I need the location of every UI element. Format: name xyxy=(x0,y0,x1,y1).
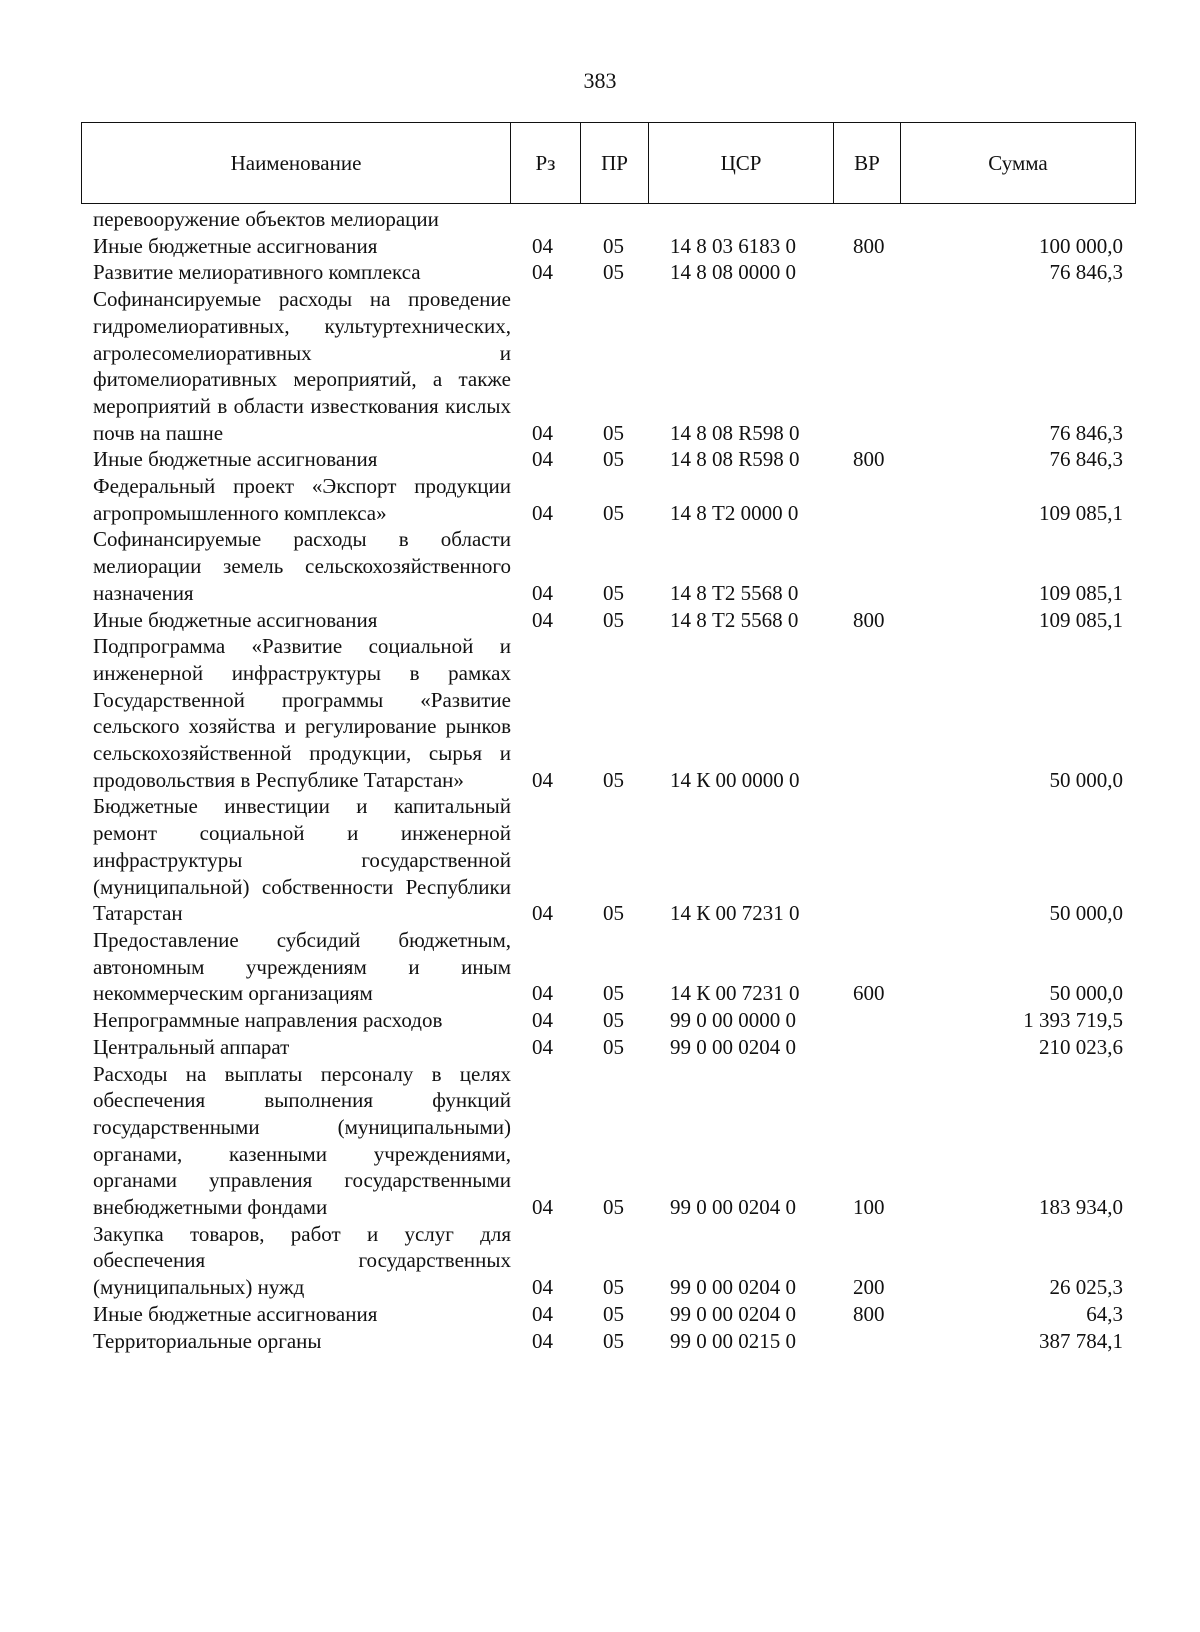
cell-name xyxy=(81,607,510,634)
cell-sum: 109 085,1 xyxy=(1039,500,1123,525)
cell-name xyxy=(81,1301,510,1328)
table-row xyxy=(81,1007,1135,1034)
table-row xyxy=(81,1328,1135,1355)
cell-name xyxy=(81,1221,510,1301)
table-row xyxy=(81,793,1135,927)
cell-rz: 04 xyxy=(532,580,553,605)
row-name-text: Софинансируемые расходы в области мелиорации земель сельскохозяйственного назначения xyxy=(93,527,511,605)
cell-name xyxy=(81,1328,510,1355)
cell-csr: 14 К 00 7231 0 xyxy=(670,901,800,926)
table-row xyxy=(81,233,1135,260)
table-header xyxy=(81,122,1136,204)
table-row xyxy=(81,259,1135,286)
cell-csr: 14 8 08 0000 0 xyxy=(670,260,796,285)
cell-rz: 04 xyxy=(532,1301,553,1326)
table-row xyxy=(81,607,1135,634)
cell-vr xyxy=(833,1034,900,1061)
cell-vr: 800 xyxy=(853,1301,885,1326)
row-name-text: перевооружение объектов мелиорации xyxy=(93,207,439,231)
cell-pr: 05 xyxy=(603,580,624,605)
cell-rz: 04 xyxy=(532,901,553,926)
row-name-text: Развитие мелиоративного комплекса xyxy=(93,260,421,285)
cell-sum: 1 393 719,5 xyxy=(1023,1008,1123,1033)
cell-pr: 05 xyxy=(603,1195,624,1220)
row-name-text: Расходы на выплаты персоналу в целях обеспечения выполнения функций государственными (муниципальными) органами, казенными учреждениями, органами управления государственными внебюджетными фондами xyxy=(93,1061,511,1220)
cell-pr: 05 xyxy=(603,1008,624,1033)
cell-vr: 800 xyxy=(853,607,885,632)
cell-rz: 04 xyxy=(532,1008,553,1033)
cell-csr: 99 0 00 0000 0 xyxy=(670,1008,796,1033)
row-name-text: Иные бюджетные ассигнования xyxy=(93,1301,378,1326)
cell-sum: 64,3 xyxy=(1086,1301,1123,1326)
cell-vr xyxy=(833,526,900,606)
cell-name xyxy=(81,793,510,927)
column-header-sum: Сумма xyxy=(901,123,1136,204)
page-number: 383 xyxy=(583,68,617,93)
cell-rz: 04 xyxy=(532,767,553,792)
cell-pr: 05 xyxy=(603,500,624,525)
table-row xyxy=(81,927,1135,1007)
cell-sum: 210 023,6 xyxy=(1039,1034,1123,1059)
cell-name xyxy=(81,1007,510,1034)
table-row xyxy=(81,1301,1135,1328)
cell-csr: 14 8 08 R598 0 xyxy=(670,447,800,472)
row-name-text: Центральный аппарат xyxy=(93,1034,290,1059)
cell-rz: 04 xyxy=(532,447,553,472)
cell-pr: 05 xyxy=(603,1034,624,1059)
row-name-text: Предоставление субсидий бюджетным, автономным учреждениям и иным некоммерческим организациям xyxy=(93,927,511,1006)
cell-name xyxy=(81,927,510,1007)
cell-csr: 14 К 00 0000 0 xyxy=(670,767,800,792)
cell-rz: 04 xyxy=(532,1328,553,1353)
cell-name xyxy=(81,259,510,286)
column-header-vr: ВР xyxy=(834,123,901,204)
cell-vr: 800 xyxy=(853,233,885,258)
cell-name xyxy=(81,526,510,606)
cell-sum: 50 000,0 xyxy=(1049,767,1123,792)
table-row xyxy=(81,473,1135,526)
cell-sum: 387 784,1 xyxy=(1039,1328,1123,1353)
cell-name xyxy=(81,633,510,793)
cell-sum: 76 846,3 xyxy=(1049,420,1123,445)
cell-csr: 14 8 Т2 5568 0 xyxy=(670,580,799,605)
cell-csr: 14 8 Т2 0000 0 xyxy=(670,500,799,525)
column-header-pr: ПР xyxy=(581,123,649,204)
row-name-text: Федеральный проект «Экспорт продукции агропромышленного комплекса» xyxy=(93,474,511,525)
cell-vr xyxy=(833,1007,900,1034)
cell-csr: 99 0 00 0204 0 xyxy=(670,1195,796,1220)
cell-csr: 14 8 03 6183 0 xyxy=(670,233,796,258)
budget-table xyxy=(81,206,1135,1354)
table-row xyxy=(81,1034,1135,1061)
cell-csr: 99 0 00 0215 0 xyxy=(670,1328,796,1353)
table-row xyxy=(81,446,1135,473)
cell-vr: 800 xyxy=(853,447,885,472)
cell-sum: 26 025,3 xyxy=(1049,1275,1123,1300)
cell-rz xyxy=(510,206,580,233)
row-name-text: Иные бюджетные ассигнования xyxy=(93,607,378,632)
cell-sum: 100 000,0 xyxy=(1039,233,1123,258)
cell-csr: 99 0 00 0204 0 xyxy=(670,1275,796,1300)
table-body xyxy=(81,206,1135,1354)
cell-name xyxy=(81,473,510,526)
cell-csr: 14 8 08 R598 0 xyxy=(670,420,800,445)
cell-name xyxy=(81,1061,510,1221)
cell-pr: 05 xyxy=(603,607,624,632)
cell-rz: 04 xyxy=(532,260,553,285)
cell-pr: 05 xyxy=(603,1328,624,1353)
cell-pr: 05 xyxy=(603,981,624,1006)
column-header-name: Наименование xyxy=(82,123,511,204)
cell-pr: 05 xyxy=(603,767,624,792)
cell-vr xyxy=(833,206,900,233)
row-name-text: Иные бюджетные ассигнования xyxy=(93,447,378,472)
cell-sum: 76 846,3 xyxy=(1049,447,1123,472)
cell-sum: 50 000,0 xyxy=(1049,901,1123,926)
table-row xyxy=(81,526,1135,606)
cell-pr: 05 xyxy=(603,260,624,285)
cell-sum: 76 846,3 xyxy=(1049,260,1123,285)
table-row xyxy=(81,206,1135,233)
cell-vr xyxy=(833,286,900,446)
cell-csr: 99 0 00 0204 0 xyxy=(670,1034,796,1059)
row-name-text: Подпрограмма «Развитие социальной и инженерной инфраструктуры в рамках Государственной программы «Развитие сельского хозяйства и регулирование рынков сельскохозяйственной продукции, сырья и продовольствия в Республике Татарстан» xyxy=(93,634,511,792)
row-name-text: Закупка товаров, работ и услуг для обеспечения государственных (муниципальных) нужд xyxy=(93,1221,511,1300)
column-header-csr: ЦСР xyxy=(649,123,834,204)
cell-csr: 99 0 00 0204 0 xyxy=(670,1301,796,1326)
cell-rz: 04 xyxy=(532,1275,553,1300)
cell-rz: 04 xyxy=(532,1034,553,1059)
cell-name xyxy=(81,286,510,446)
cell-sum: 109 085,1 xyxy=(1039,580,1123,605)
cell-csr: 14 8 Т2 5568 0 xyxy=(670,607,799,632)
row-name-text: Иные бюджетные ассигнования xyxy=(93,233,378,258)
cell-name xyxy=(81,1034,510,1061)
cell-pr: 05 xyxy=(603,447,624,472)
cell-vr xyxy=(833,1328,900,1355)
table-row xyxy=(81,286,1135,446)
cell-csr: 14 К 00 7231 0 xyxy=(670,981,800,1006)
cell-rz: 04 xyxy=(532,607,553,632)
cell-pr: 05 xyxy=(603,1275,624,1300)
row-name-text: Бюджетные инвестиции и капитальный ремонт социальной и инженерной инфраструктуры государственной (муниципальной) собственности Республики Татарстан xyxy=(93,794,511,926)
cell-vr xyxy=(833,473,900,526)
table-row xyxy=(81,1221,1135,1301)
cell-pr xyxy=(580,206,648,233)
cell-pr: 05 xyxy=(603,420,624,445)
table-row xyxy=(81,1061,1135,1221)
cell-pr: 05 xyxy=(603,1301,624,1326)
cell-csr xyxy=(648,206,833,233)
cell-sum: 183 934,0 xyxy=(1039,1195,1123,1220)
cell-pr: 05 xyxy=(603,233,624,258)
cell-name xyxy=(81,446,510,473)
cell-sum xyxy=(900,206,1135,233)
cell-sum: 109 085,1 xyxy=(1039,607,1123,632)
cell-rz: 04 xyxy=(532,233,553,258)
row-name-text: Территориальные органы xyxy=(93,1328,322,1353)
row-name-text: Непрограммные направления расходов xyxy=(93,1008,443,1033)
cell-vr: 600 xyxy=(853,981,885,1006)
cell-sum: 50 000,0 xyxy=(1049,981,1123,1006)
cell-name xyxy=(81,233,510,260)
table-row xyxy=(81,633,1135,793)
cell-vr: 100 xyxy=(853,1195,885,1220)
cell-vr xyxy=(833,259,900,286)
cell-pr: 05 xyxy=(603,901,624,926)
cell-rz: 04 xyxy=(532,1195,553,1220)
cell-vr xyxy=(833,633,900,793)
cell-rz: 04 xyxy=(532,981,553,1006)
cell-vr: 200 xyxy=(853,1275,885,1300)
column-header-rz: Рз xyxy=(511,123,581,204)
cell-rz: 04 xyxy=(532,500,553,525)
cell-rz: 04 xyxy=(532,420,553,445)
cell-vr xyxy=(833,793,900,927)
cell-name xyxy=(81,206,510,233)
row-name-text: Софинансируемые расходы на проведение гидромелиоративных, культуртехнических, агролесомелиоративных и фитомелиоративных мероприятий, а также мероприятий в области известкования кислых почв на пашне xyxy=(93,287,511,445)
